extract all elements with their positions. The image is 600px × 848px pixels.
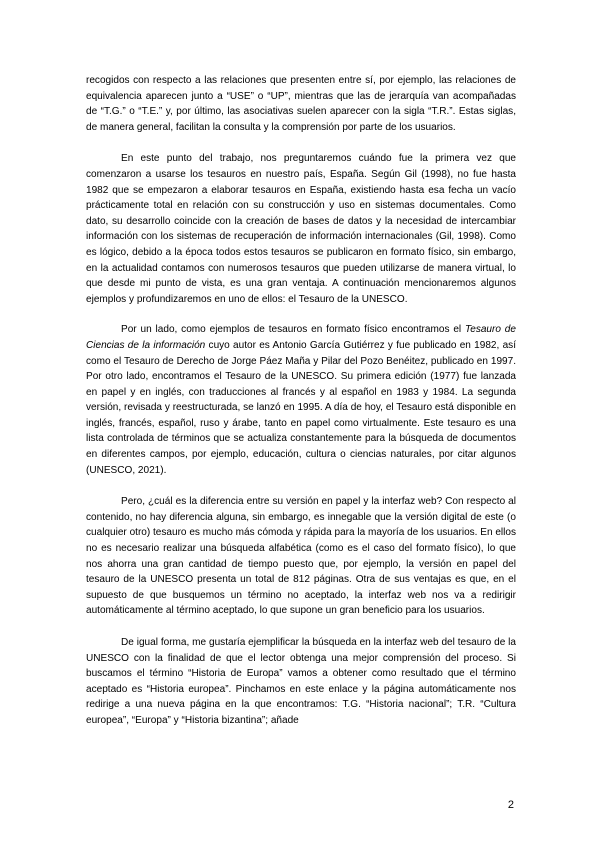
paragraph-thesauri-history-spain: En este punto del trabajo, nos preguntaremos cuándo fue la primera vez que comenzaron a usarse los tesauros en nuestro país, España. Según Gil (1998), no fue hasta 1982 que se empezaron a elaborar tesauros en España, existiendo hasta esa fecha un vacío prácticamente total en relación con su construcción y uso en sistemas documentales. Como dato, su desarrollo coincide con la creación de bases de datos y la necesidad de intercambiar información con los sistemas de recuperación de información internacionales (Gil, 1998). Como es lógico, debido a la época todos estos tesauros se publicaron en formato físico, sin embargo, en la actualidad contamos con numerosos tesauros que pueden utilizarse de manera virtual, lo que desde mi punto de vista, es una gran ventaja. A continuación mencionaremos algunos ejemplos y profundizaremos en uno de ellos: el Tesauro de la UNESCO.	[86, 153, 516, 305]
paragraph-relations-symbols: recogidos con respecto a las relaciones que presenten entre sí, por ejemplo, las relaciones de equivalencia aparecen junto a “USE” o “UP”, mientras que las de jerarquía van acompañadas de “T.G.” o “T.E.” y, por último, las asociativas suelen aparecer con la sigla “T.R.”. Estas siglas, de manera general, facilitan la consulta y la comprensión por parte de los usuarios.	[86, 75, 516, 133]
paragraph-thesauri-examples	[86, 322, 516, 478]
paragraph-paper-vs-web: Pero, ¿cuál es la diferencia entre su versión en papel y la interfaz web? Con respecto al contenido, no hay diferencia alguna, sin embargo, es innegable que la versión digital de este (o cualquier otro) tesauro es mucho más cómoda y rápida para la mayoría de los usuarios. En ellos no es necesario realizar una búsqueda alfabética (como es el caso del formato físico), lo que nos ahorra una gran cantidad de tiempo puesto que, por ejemplo, la versión en papel del tesauro de la UNESCO presenta un total de 812 páginas. Otra de sus ventajas es que, en el supuesto de que busquemos un término no aceptado, la interfaz web nos va a redirigir automáticamente al término aceptado, lo que supone un gran beneficio para los usuarios.	[86, 496, 516, 617]
thesaurus-title-italic: Tesauro de Ciencias de la información	[86, 324, 516, 351]
document-page	[86, 73, 516, 729]
paragraph-thesauri-examples-rest: cuyo autor es Antonio García Gutiérrez y fue publicado en 1982, así como el Tesauro de Derecho de Jorge Páez Maña y Pilar del Pozo Benéitez, publicado en 1997. Por otro lado, encontramos el Tesauro de la UNESCO. Su primera edición (1977) fue lanzada en papel y en inglés, con traducciones al francés y al español en 1983 y 1984. La segunda versión, revisada y reestructurada, se lanzó en 1995. A día de hoy, el Tesauro está disponible en inglés, francés, español, ruso y árabe, tanto en papel como virtualmente. Este tesauro es una lista controlada de términos que se actualiza constantemente para la búsqueda de documentos en diferentes campos, por ejemplo, educación, cultura o ciencias naturales, por citar algunos (UNESCO, 2021).	[86, 339, 516, 476]
paragraph-thesauri-examples-intro: Por un lado, como ejemplos de tesauros en formato físico encontramos el	[121, 324, 466, 336]
page-number: 2	[507, 799, 514, 811]
paragraph-web-search-example: De igual forma, me gustaría ejemplificar la búsqueda en la interfaz web del tesauro de la UNESCO con la finalidad de que el lector obtenga una mejor comprensión del proceso. Si buscamos el término “Historia de Europa” vamos a obtener como resultado que el término aceptado es “Historia europea”. Pinchamos en este enlace y la página automáticamente nos redirige a una nueva página en la que encontramos: T.G. “Historia nacional”; T.R. “Cultura europea”, “Europa” y “Historia bizantina”; añade	[86, 637, 516, 726]
